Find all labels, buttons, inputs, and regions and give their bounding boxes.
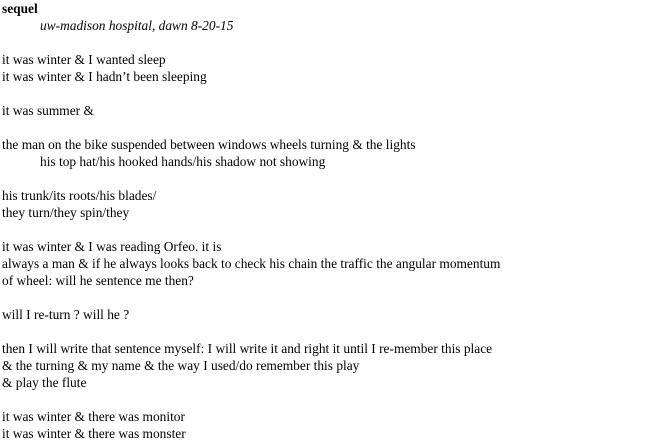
poem-line-13: & the turning & my name & the way I used/do remember this play <box>2 358 360 373</box>
poem-line-8: it was winter & I was reading Orfeo. it is <box>2 239 222 254</box>
stanza-break <box>2 323 648 340</box>
poem-line-2: it was winter & I hadn’t been sleeping <box>2 69 207 84</box>
poem-line-16: it was winter & there was monster <box>2 426 186 441</box>
poem-line-6: his trunk/its roots/his blades/ <box>2 188 157 203</box>
stanza-break <box>2 221 648 238</box>
poem-line-4: the man on the bike suspended between windows wheels turning & the lights <box>2 137 416 152</box>
poem-line-7: they turn/they spin/they <box>2 205 130 220</box>
stanza-break <box>2 170 648 187</box>
poem-line-14: & play the flute <box>2 375 87 390</box>
stanza-break <box>2 119 648 136</box>
poem-title: sequel <box>2 1 38 16</box>
poem-line-12: then I will write that sentence myself: I will write it and right it until I re-member this place <box>2 341 493 356</box>
poem-line-5: his top hat/his hooked hands/his shadow not showing <box>40 154 326 169</box>
poem-line-11: will I re-turn ? will he ? <box>2 307 130 322</box>
stanza-break <box>2 85 648 102</box>
stanza-break <box>2 289 648 306</box>
poem-line-3: it was summer & <box>2 103 94 118</box>
stanza-break <box>2 34 648 51</box>
poem-document <box>2 0 648 442</box>
poem-line-1: it was winter & I wanted sleep <box>2 52 166 67</box>
poem-line-9: always a man & if he always looks back to check his chain the traffic the angular momentum <box>2 256 501 271</box>
poem-subtitle: uw-madison hospital, dawn 8-20-15 <box>40 18 234 33</box>
stanza-break <box>2 391 648 408</box>
poem-line-10: of wheel: will he sentence me then? <box>2 273 194 288</box>
poem-line-15: it was winter & there was monitor <box>2 409 185 424</box>
